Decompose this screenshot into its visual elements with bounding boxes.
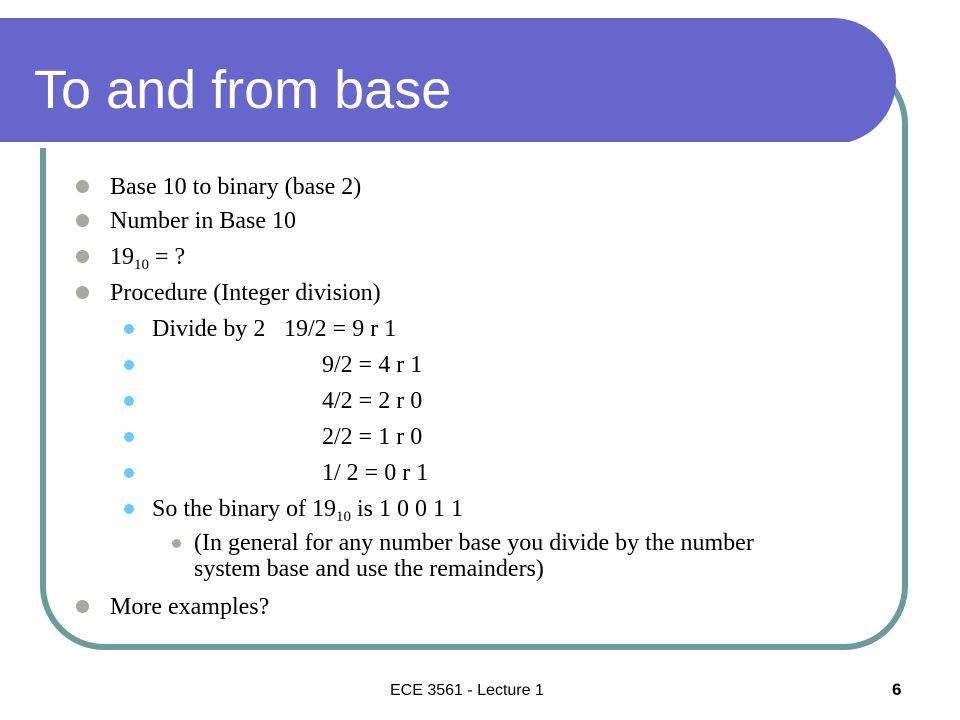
equals-question: = ? [149,244,186,270]
bullet-dot [76,600,89,613]
division-step-4: 2/2 = 1 r 0 [322,424,423,450]
sub-bullet-dot [124,360,134,370]
bullet-dot [76,286,89,299]
slide-footer: ECE 3561 - Lecture 1 [390,682,544,699]
subscript-10: 10 [335,509,351,525]
bullet-more-examples: More examples? [110,594,270,620]
binary-result-prefix: So the binary of 19 [152,496,336,522]
page-number: 6 [892,680,902,699]
sub-sub-bullet-dot [172,539,181,548]
binary-result [152,495,463,523]
binary-result-value: is 1 0 0 1 1 [350,496,463,522]
bullet-dot [76,214,89,227]
subscript-10: 10 [134,257,149,273]
division-step-5: 1/ 2 = 0 r 1 [322,460,429,486]
bullet-dot [76,250,89,263]
divide-by-2-label: Divide by 2 [152,316,266,342]
sub-bullet-dot [124,504,134,514]
sub-bullet-dot [124,324,134,334]
sub-bullet-dot [124,468,134,478]
bullet-dot [76,180,89,193]
division-step-1: 19/2 = 9 r 1 [284,316,397,342]
slide-title: To and from base [34,60,452,120]
division-step-3: 4/2 = 2 r 0 [322,388,423,414]
bullet-number-base10: Number in Base 10 [110,208,296,234]
bullet-procedure: Procedure (Integer division) [110,280,381,306]
number-19: 19 [110,244,134,270]
sub-bullet-dot [124,432,134,442]
division-step-2: 9/2 = 4 r 1 [322,352,423,378]
bullet-19-base10 [110,243,185,271]
general-note-line2: system base and use the remainders) [194,556,544,582]
general-note-line1: (In general for any number base you divide by the number [194,530,754,556]
bullet-base10-to-binary: Base 10 to binary (base 2) [110,174,362,200]
sub-bullet-dot [124,396,134,406]
